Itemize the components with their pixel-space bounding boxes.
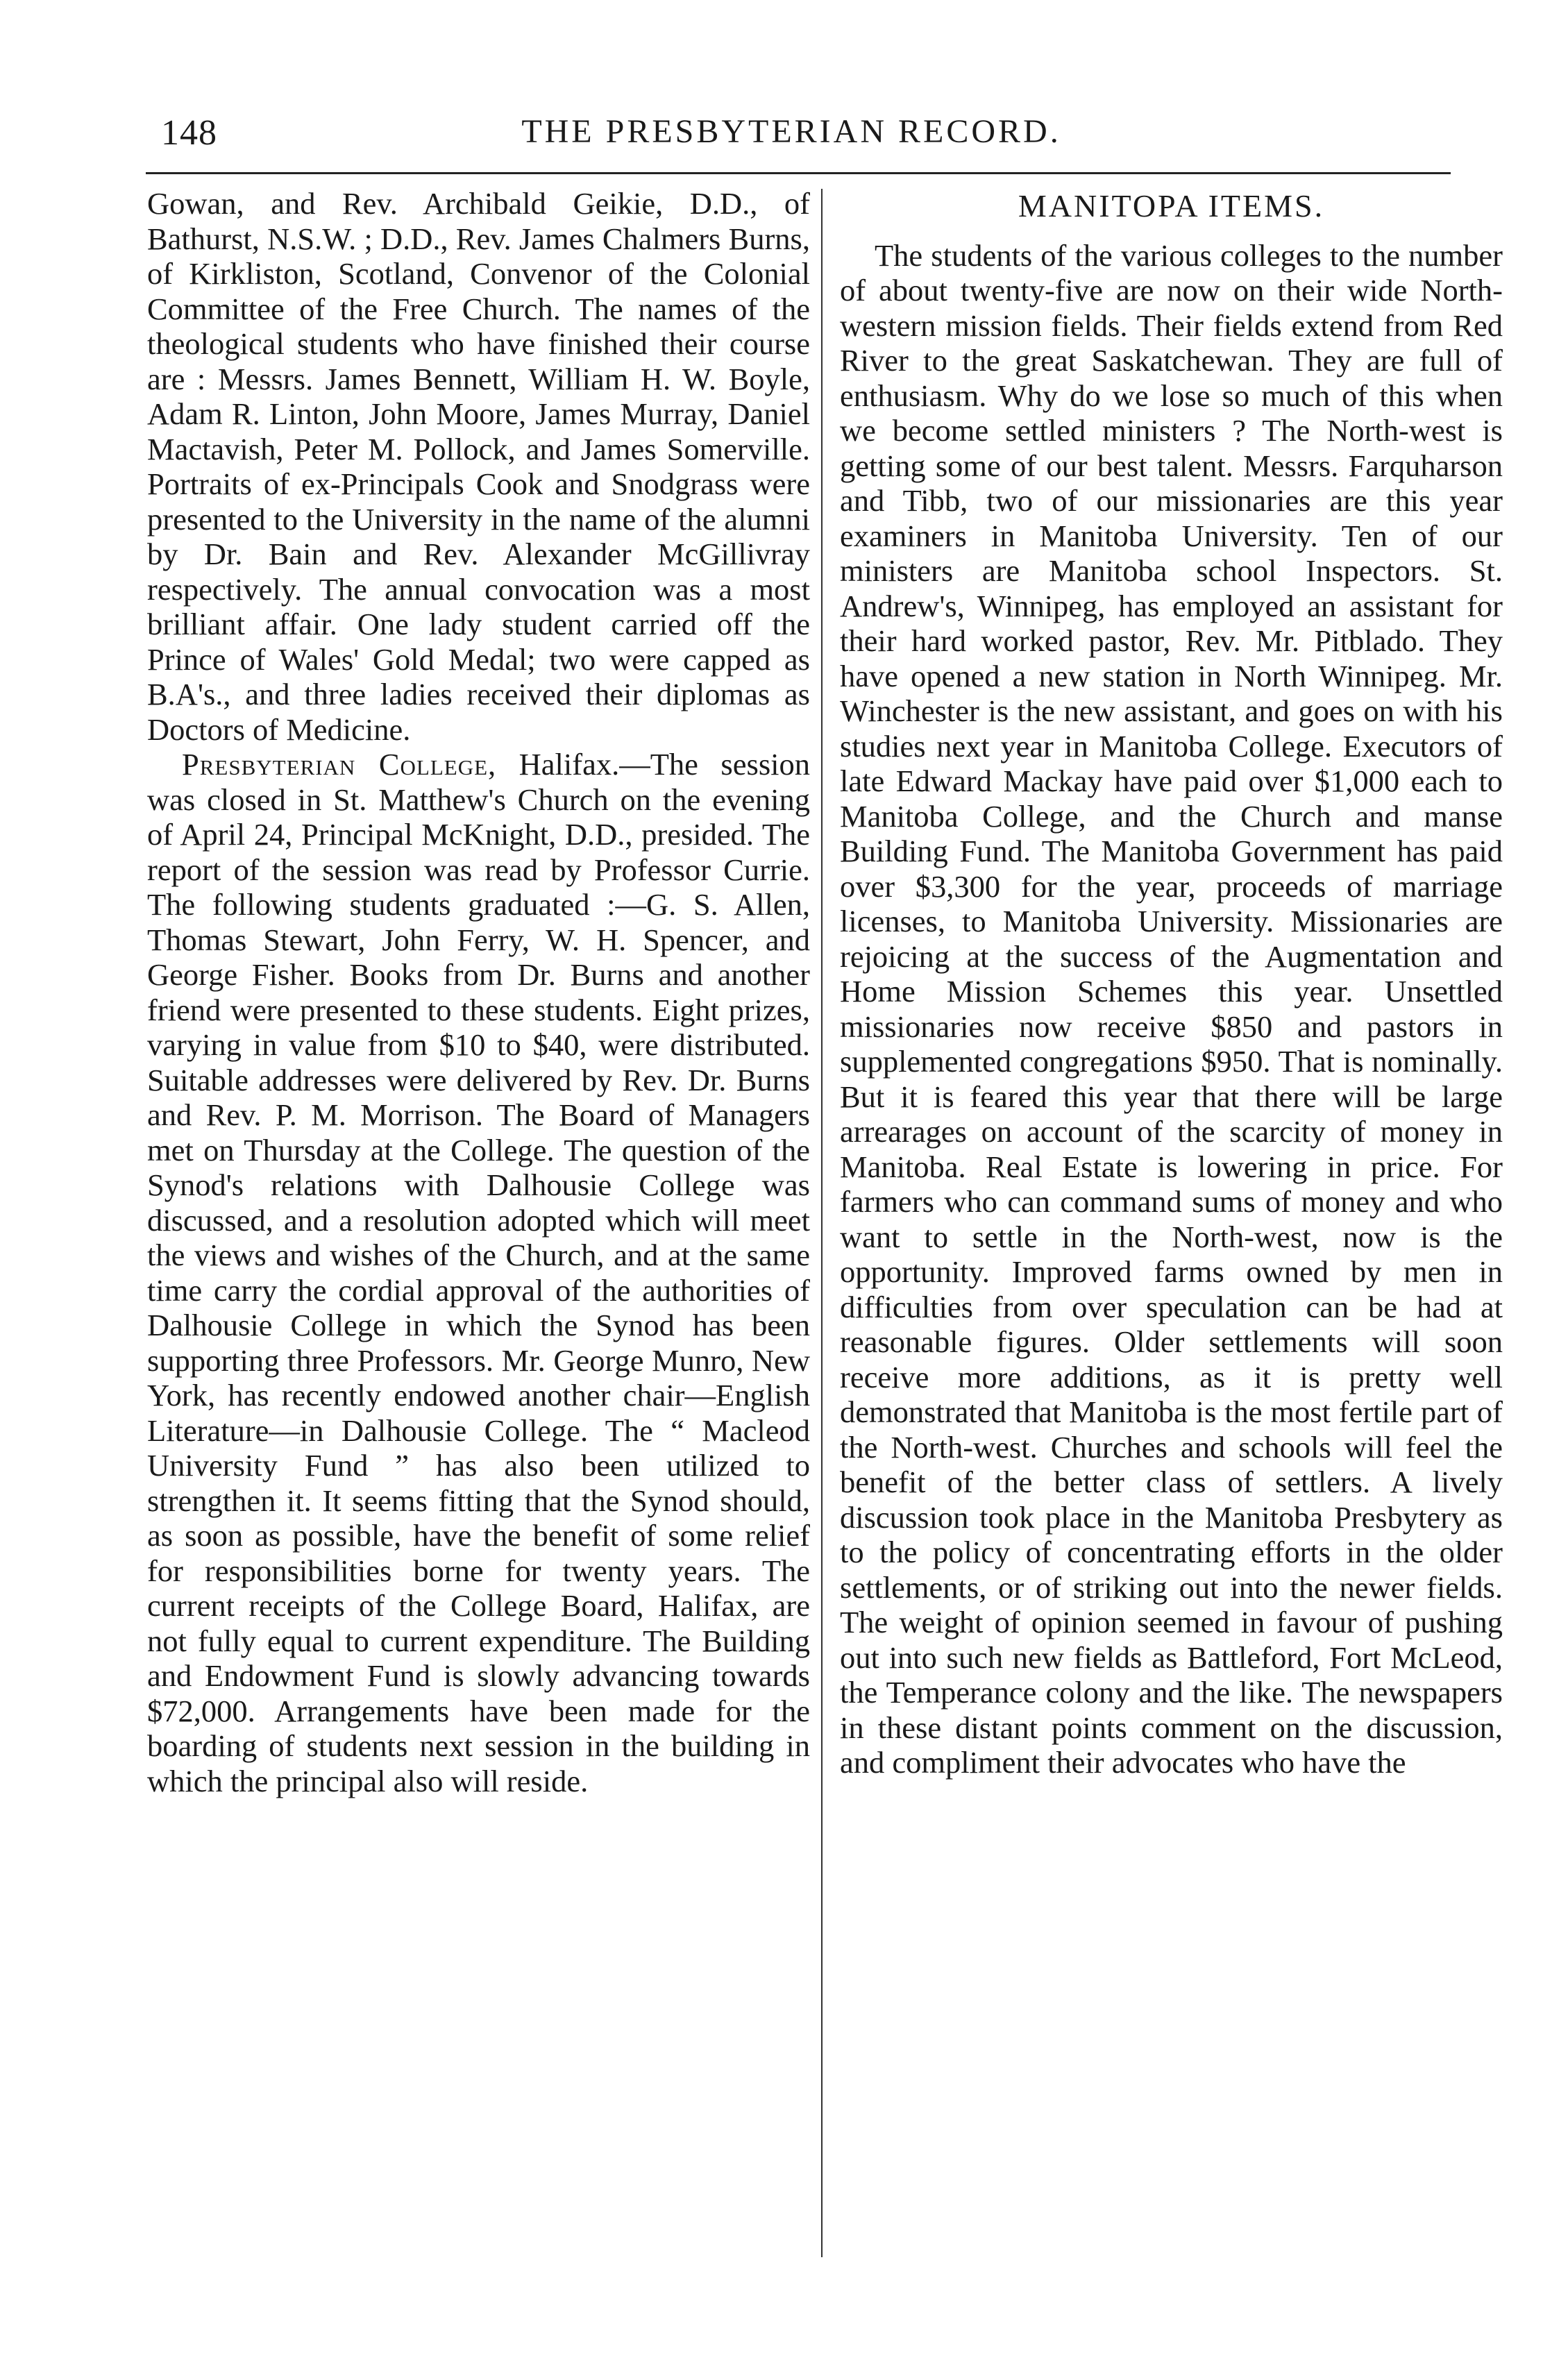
left-paragraph-2 <box>147 747 810 1798</box>
right-paragraph-1: The students of the various colleges to the number of about twenty-five are now on their wide North-western mission fields. Their fields extend from Red River to the great Saskatchewan. They are full of enthusiasm. Why do we lose so much of this when we become settled ministers ? The North-west is getting some of our best talent. Messrs. Farquharson and Tibb, two of our missionaries are this year examiners in Manitoba University. Ten of our ministers are Manitoba school Inspectors. St. Andrew's, Winnipeg, has employed an assistant for their hard worked pastor, Rev. Mr. Pitblado. They have opened a new station in North Winnipeg. Mr. Winchester is the new assistant, and goes on with his studies next year in Manitoba College. Executors of late Edward Mackay have paid over $1,000 each to Manitoba College, and the Church and manse Building Fund. The Manitoba Government has paid over $3,300 for the year, proceeds of marriage licenses, to Manitoba University. Missionaries are rejoicing at the success of the Augmentation and Home Mission Schemes this year. Unsettled missionaries now receive $850 and pastors in supplemented congregations $950. That is nominally. But it is feared this year that there will be large arrearages on account of the scarcity of money in Manitoba. Real Estate is lowering in price. For farmers who can command sums of money and who want to settle in the North-west, now is the opportunity. Improved farms owned by men in difficulties from over speculation can be had at reasonable figures. Older settlements will soon receive more additions, as it is pretty well demonstrated that Manitoba is the most fertile part of the North-west. Churches and schools will feel the benefit of the better class of settlers. A lively discussion took place in the Manitoba Presbytery as to the policy of concentrating efforts in the older settlements, or of striking out into the newer fields. The weight of opinion seemed in favour of pushing out into such new fields as Battleford, Fort McLeod, the Temperance colony and the like. The newspapers in these distant points comment on the discussion, and compliment their advocates who have the <box>840 237 1503 1780</box>
right-column <box>840 186 1503 1780</box>
left-paragraph-2-body: Halifax.—The session was closed in St. Matthew's Church on the evening of April 24, Principal McKnight, D.D., presided. The report of the session was read by Professor Currie. The following students graduated :—G. S. Allen, Thomas Stewart, John Ferry, W. H. Spencer, and George Fisher. Books from Dr. Burns and another friend were presented to these students. Eight prizes, varying in value from $10 to $40, were distributed. Suitable addresses were delivered by Rev. Dr. Burns and Rev. P. M. Morrison. The Board of Managers met on Thursday at the College. The question of the Synod's relations with Dalhousie College was discussed, and a resolution adopted which will meet the views and wishes of the Church, and at the same time carry the cordial approval of the authorities of Dalhousie College in which the Synod has been supporting three Professors. Mr. George Munro, New York, has recently endowed another chair—English Literature—in Dalhousie College. The “ Macleod University Fund ” has also been utilized to strengthen it. It seems fitting that the Synod should, as soon as possible, have the benefit of some relief for responsibilities borne for twenty years. The current receipts of the College Board, Halifax, are not fully equal to current expenditure. The Building and Endowment Fund is slowly advancing towards $72,000. Arrangements have been made for the boarding of students next session in the building in which the principal also will reside. <box>147 747 810 1798</box>
page-number: 148 <box>161 113 217 153</box>
section-title-manitoba-items: MANITOPA ITEMS. <box>1018 188 1325 224</box>
section-lead-presbyterian-college: Presbyterian College, <box>182 747 497 782</box>
column-divider <box>821 189 823 2257</box>
running-title: THE PRESBYTERIAN RECORD. <box>521 113 1061 150</box>
page-header <box>139 104 1444 167</box>
header-rule <box>146 172 1451 174</box>
left-column <box>147 186 810 1798</box>
left-paragraph-1: Gowan, and Rev. Archibald Geikie, D.D., of Bathurst, N.S.W. ; D.D., Rev. James Chalmers Burns, of Kirkliston, Scotland, Convenor of the Colonial Committee of the Free Church. The names of the theological students who have finished their course are : Messrs. James Bennett, William H. W. Boyle, Adam R. Linton, John Moore, James Murray, Daniel Mactavish, Peter M. Pollock, and James Somerville. Portraits of ex-Principals Cook and Snodgrass were presented to the University in the name of the alumni by Dr. Bain and Rev. Alexander McGillivray respectively. The annual convocation was a most brilliant affair. One lady student carried off the Prince of Wales' Gold Medal; two were capped as B.A's., and three ladies received their diplomas as Doctors of Medicine. <box>147 186 810 747</box>
